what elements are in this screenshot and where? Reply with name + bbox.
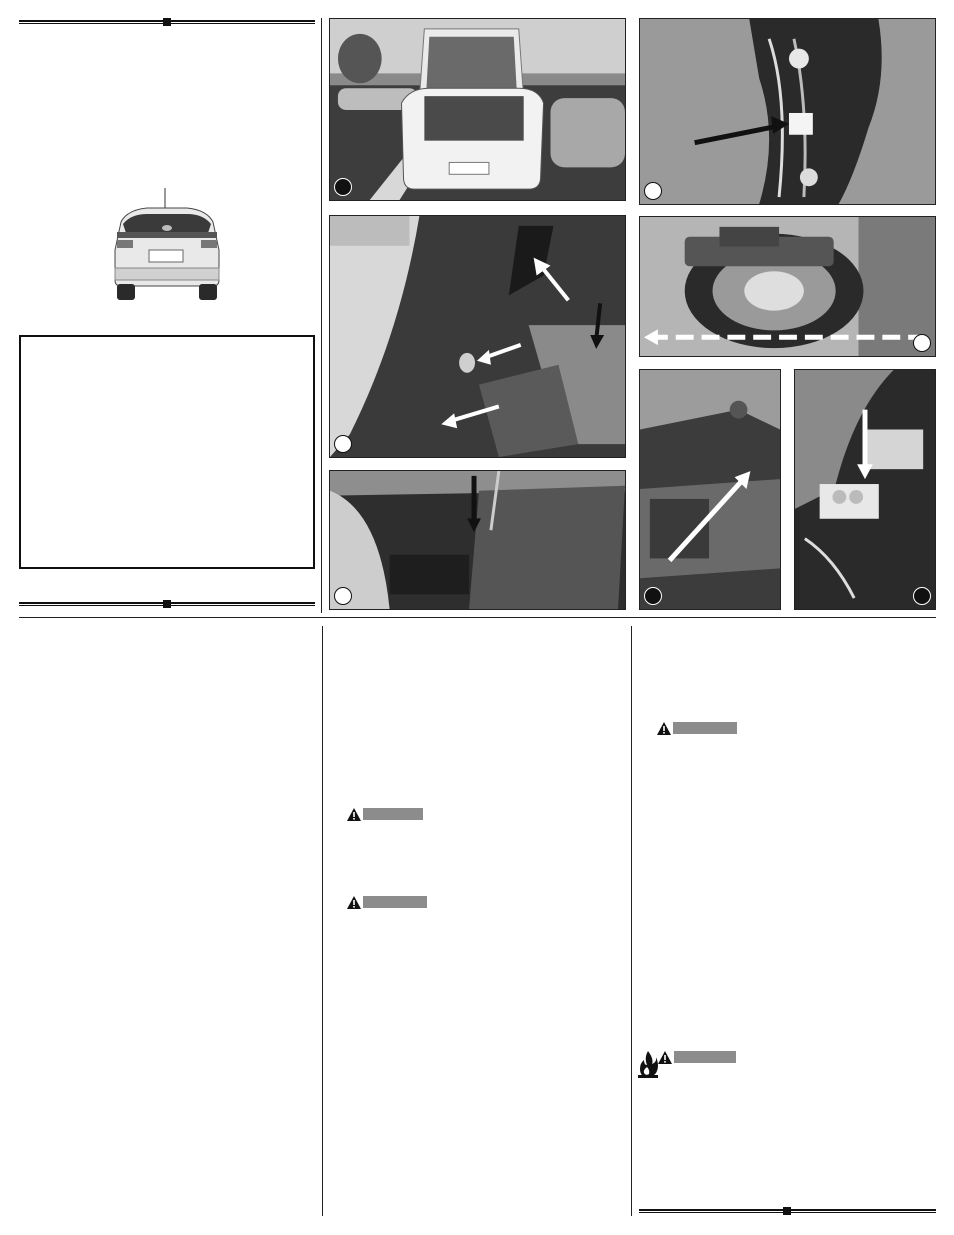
important-note-box [19, 335, 315, 569]
warning-triangle-icon [658, 1051, 672, 1064]
warning-triangle-icon [347, 896, 361, 909]
column-divider-2 [631, 626, 632, 1216]
photo-wiring-harness [639, 18, 936, 205]
bottom-left-rule [19, 600, 315, 609]
top-left-rule [19, 18, 315, 27]
fire-warning-label [658, 1050, 736, 1064]
warning-label [347, 807, 423, 821]
photo-number-badge [913, 587, 931, 605]
warning-label [657, 721, 737, 735]
warning-triangle-icon [347, 808, 361, 821]
photo-number-badge [644, 182, 662, 200]
warning-label [347, 895, 427, 909]
warning-triangle-icon [657, 722, 671, 735]
header-column-divider [321, 18, 322, 613]
photo-number-badge [644, 587, 662, 605]
photo-taillight-connector [794, 369, 936, 610]
photo-number-badge [913, 334, 931, 352]
column-divider-1 [322, 626, 323, 1216]
photo-cargo-side-trim [329, 215, 626, 458]
photo-number-badge [334, 178, 352, 196]
photo-number-badge [334, 435, 352, 453]
photo-number-badge [334, 587, 352, 605]
flame-icon [638, 1050, 658, 1078]
section-divider [19, 617, 936, 618]
photo-trunk-floor [329, 470, 626, 610]
bottom-right-rule [639, 1207, 936, 1216]
photo-hatch-open [329, 18, 626, 201]
photo-tie-down-clip [639, 369, 781, 610]
vehicle-rear-image [107, 188, 227, 308]
photo-spare-tire-well [639, 216, 936, 357]
